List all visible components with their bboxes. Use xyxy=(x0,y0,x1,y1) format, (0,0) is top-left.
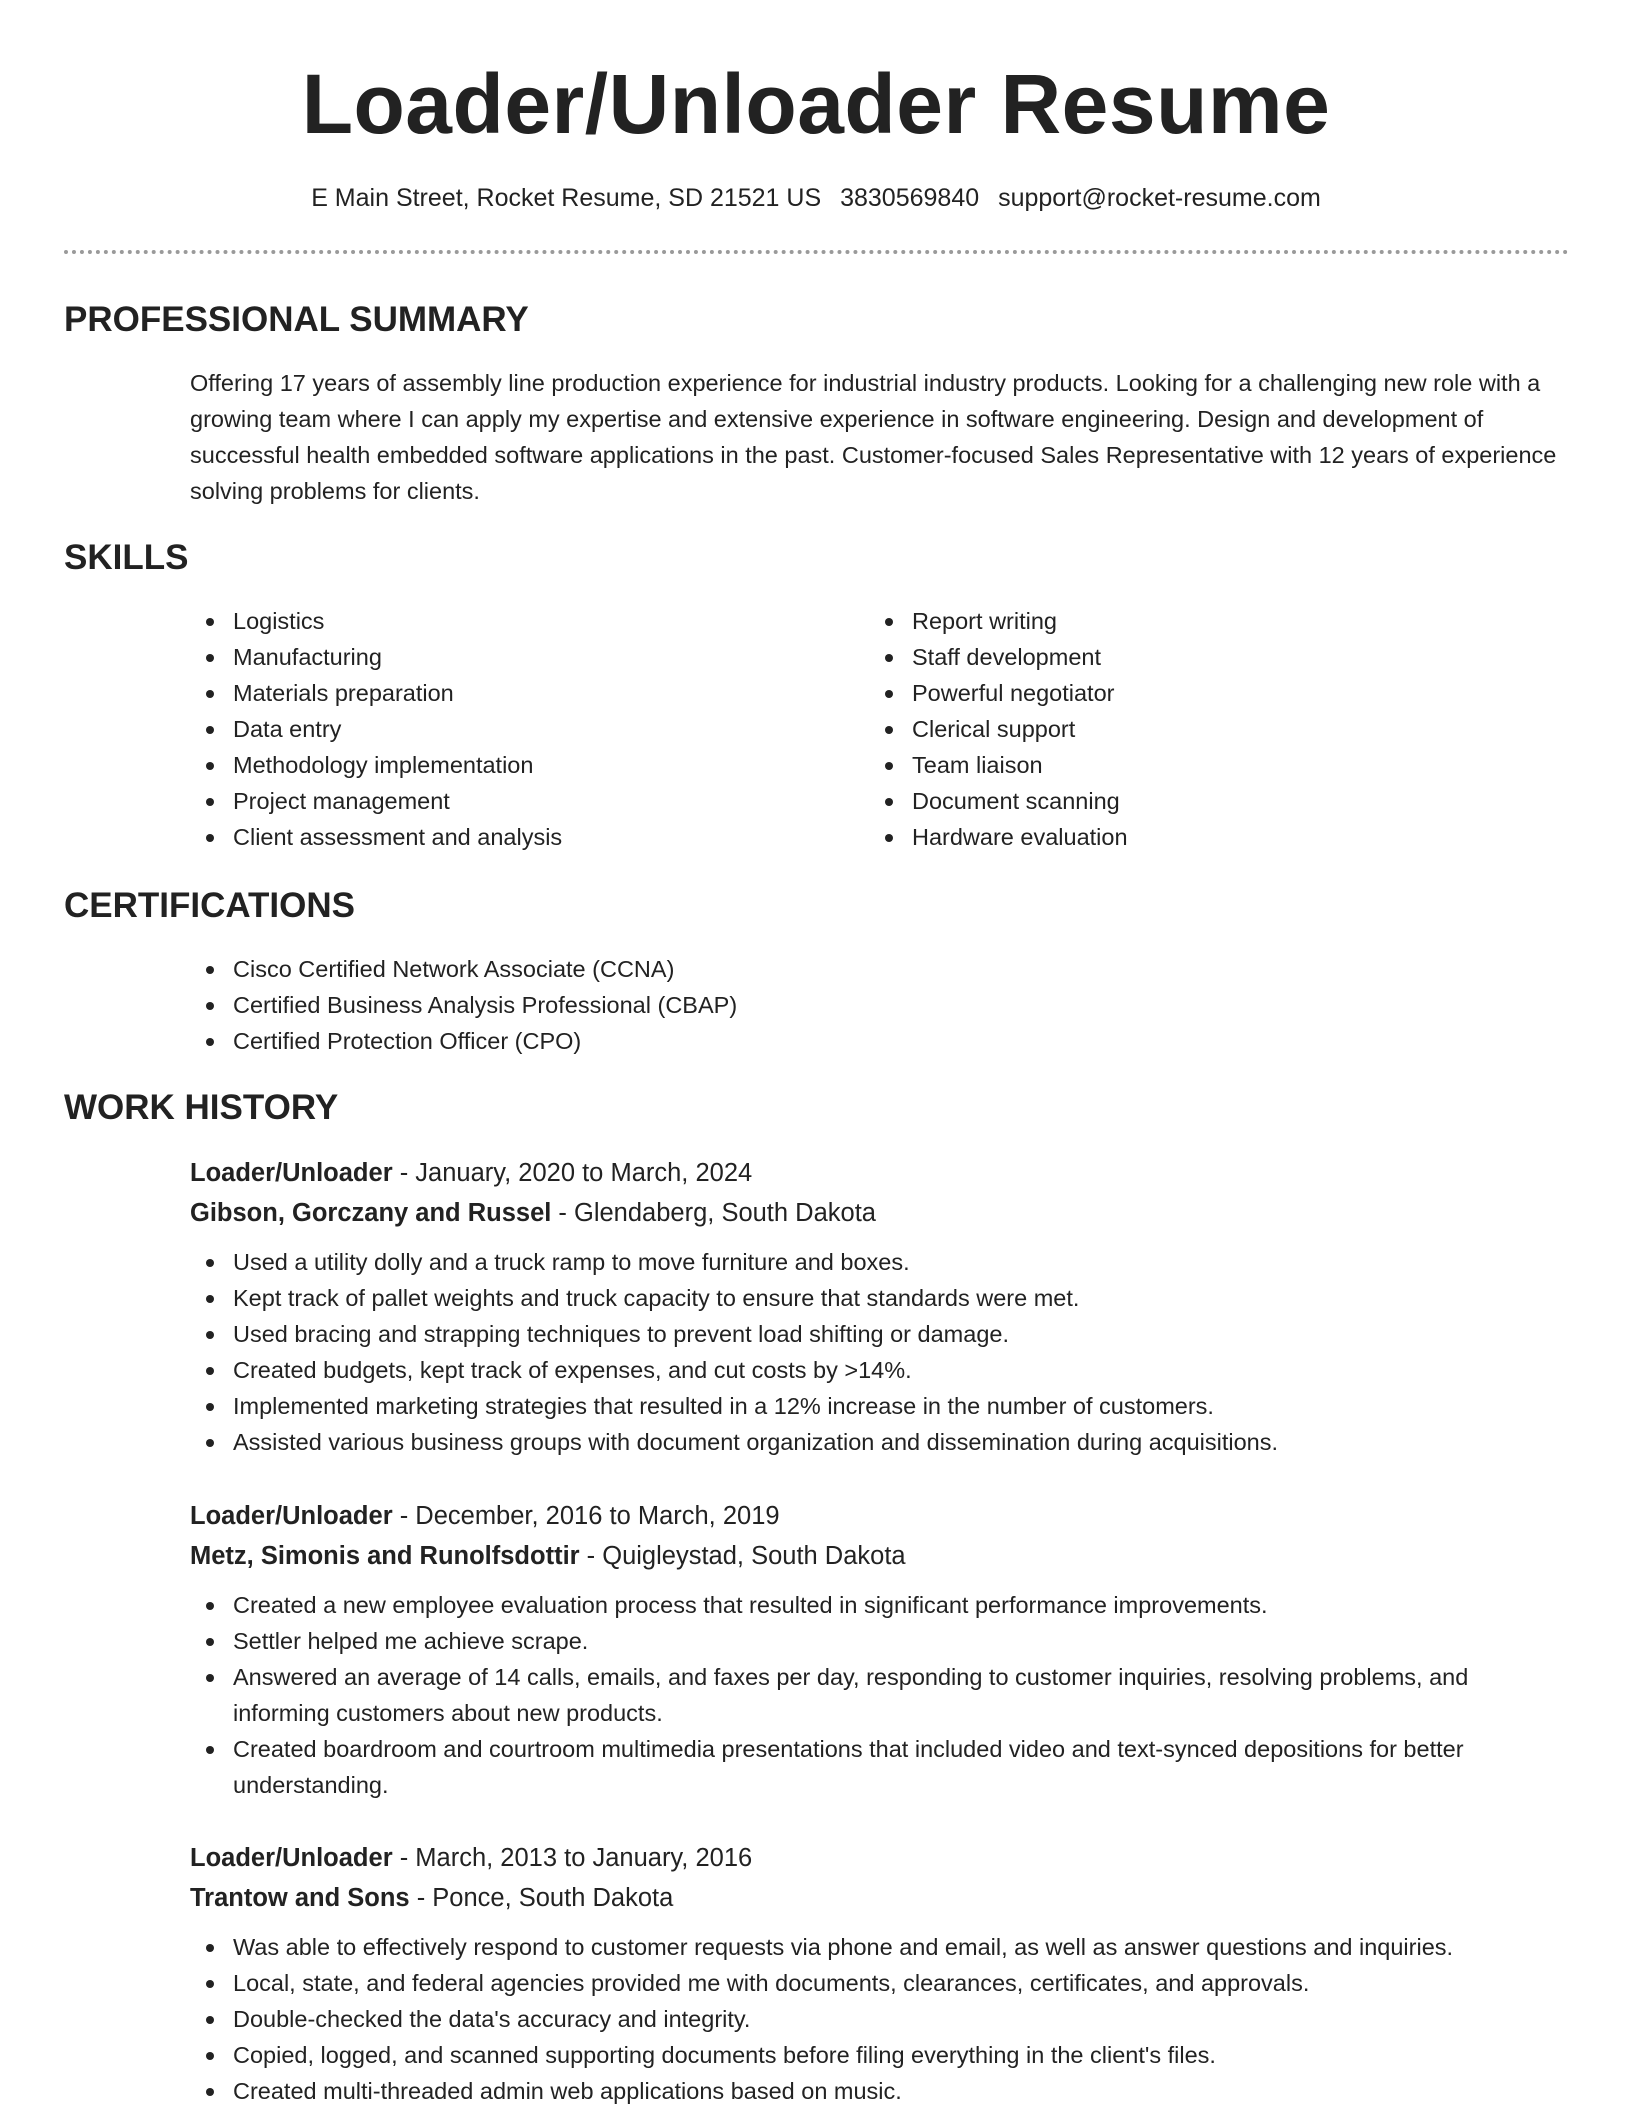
skill-item: Staff development xyxy=(869,639,1509,675)
skill-item: Data entry xyxy=(190,711,830,747)
job-bullet: Settler helped me achieve scrape. xyxy=(190,1623,1570,1659)
certifications-heading: CERTIFICATIONS xyxy=(64,886,356,925)
skill-item: Logistics xyxy=(190,603,830,639)
skill-item: Methodology implementation xyxy=(190,747,830,783)
job-entry xyxy=(190,1496,1570,1803)
job-company: Metz, Simonis and Runolfsdottir xyxy=(190,1542,580,1570)
job-company: Trantow and Sons xyxy=(190,1884,410,1912)
skill-item: Client assessment and analysis xyxy=(190,819,830,855)
work-history-heading: WORK HISTORY xyxy=(64,1088,339,1127)
summary-text: Offering 17 years of assembly line production experience for industrial industry products. Looking for a challenging new role with a growing team where I can apply my expertise and extensive experience in software engineering. Design and development of successful health embedded software applications in the past. Customer-focused Sales Representative with 12 years of experience solving problems for clients. xyxy=(190,370,1557,504)
skill-item: Project management xyxy=(190,783,830,819)
job-bullet: Created multi-threaded admin web applications based on music. xyxy=(190,2073,1570,2109)
skill-item: Document scanning xyxy=(869,783,1509,819)
resume-title: Loader/Unloader Resume xyxy=(301,57,1331,151)
job-bullet: Local, state, and federal agencies provided me with documents, clearances, certificates, and approvals. xyxy=(190,1965,1570,2001)
job-bullet: Answered an average of 14 calls, emails, and faxes per day, responding to customer inquiries, resolving problems, and informing customers about new products. xyxy=(190,1659,1570,1731)
job-company-line xyxy=(190,1193,1570,1233)
job-bullets xyxy=(190,1587,1570,1803)
contact-phone: 3830569840 xyxy=(840,184,980,212)
job-dates: - March, 2013 to January, 2016 xyxy=(392,1844,753,1872)
skill-item: Manufacturing xyxy=(190,639,830,675)
job-entry xyxy=(190,1153,1570,1460)
contact-email: support@rocket-resume.com xyxy=(998,184,1321,212)
skill-item: Hardware evaluation xyxy=(869,819,1509,855)
skills-list-left xyxy=(190,603,830,855)
job-company-line xyxy=(190,1536,1570,1576)
job-bullet: Created boardroom and courtroom multimedia presentations that included video and text-synced depositions for better understanding. xyxy=(190,1731,1570,1803)
contact-address: E Main Street, Rocket Resume, SD 21521 US xyxy=(311,184,822,212)
job-title: Loader/Unloader xyxy=(190,1502,393,1530)
header-divider xyxy=(64,250,1569,254)
job-bullet: Double-checked the data's accuracy and integrity. xyxy=(190,2001,1570,2037)
contact-line xyxy=(0,180,1632,216)
job-bullet: Created a new employee evaluation process that resulted in significant performance improvements. xyxy=(190,1587,1570,1623)
job-bullets xyxy=(190,1929,1570,2109)
job-company-line xyxy=(190,1878,1570,1918)
skill-item: Team liaison xyxy=(869,747,1509,783)
job-location: - Quigleystad, South Dakota xyxy=(579,1542,906,1570)
job-bullet: Created budgets, kept track of expenses, and cut costs by >14%. xyxy=(190,1352,1570,1388)
job-bullet: Kept track of pallet weights and truck capacity to ensure that standards were met. xyxy=(190,1280,1570,1316)
job-bullet: Implemented marketing strategies that resulted in a 12% increase in the number of customers. xyxy=(190,1388,1570,1424)
job-title-line xyxy=(190,1838,1570,1878)
skill-item: Clerical support xyxy=(869,711,1509,747)
job-title: Loader/Unloader xyxy=(190,1844,393,1872)
job-entry xyxy=(190,1838,1570,2109)
job-bullets xyxy=(190,1244,1570,1460)
job-title-line xyxy=(190,1496,1570,1536)
job-dates: - January, 2020 to March, 2024 xyxy=(392,1159,753,1187)
skills-heading: SKILLS xyxy=(64,538,189,577)
job-company: Gibson, Gorczany and Russel xyxy=(190,1199,552,1227)
skill-item: Powerful negotiator xyxy=(869,675,1509,711)
job-bullet: Was able to effectively respond to customer requests via phone and email, as well as answer questions and inquiries. xyxy=(190,1929,1570,1965)
job-bullet: Used a utility dolly and a truck ramp to move furniture and boxes. xyxy=(190,1244,1570,1280)
skill-item: Materials preparation xyxy=(190,675,830,711)
job-title: Loader/Unloader xyxy=(190,1159,393,1187)
job-bullet: Assisted various business groups with document organization and dissemination during acquisitions. xyxy=(190,1424,1570,1460)
skill-item: Report writing xyxy=(869,603,1509,639)
job-title-line xyxy=(190,1153,1570,1193)
certification-item: Certified Protection Officer (CPO) xyxy=(190,1023,1570,1059)
job-location: - Ponce, South Dakota xyxy=(409,1884,674,1912)
certification-item: Certified Business Analysis Professional (CBAP) xyxy=(190,987,1570,1023)
job-bullet: Copied, logged, and scanned supporting documents before filing everything in the client's files. xyxy=(190,2037,1570,2073)
job-bullet: Used bracing and strapping techniques to prevent load shifting or damage. xyxy=(190,1316,1570,1352)
certifications-list xyxy=(190,951,1570,1059)
job-dates: - December, 2016 to March, 2019 xyxy=(392,1502,780,1530)
skills-list-right xyxy=(869,603,1509,855)
summary-heading: PROFESSIONAL SUMMARY xyxy=(64,300,529,339)
job-location: - Glendaberg, South Dakota xyxy=(551,1199,876,1227)
certification-item: Cisco Certified Network Associate (CCNA) xyxy=(190,951,1570,987)
